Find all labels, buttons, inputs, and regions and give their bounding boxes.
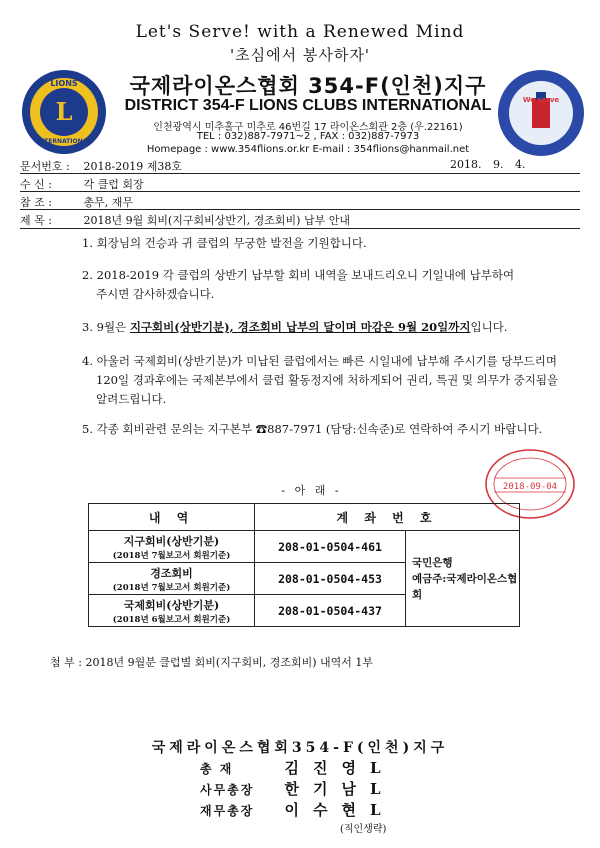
signer-name: 한기남L	[284, 780, 395, 798]
reference-label: 참 조 :	[20, 196, 52, 209]
tel-fax: TEL : 032)887-7971~2 , FAX : 032)887-7973	[196, 131, 420, 142]
paragraph-2b: 주시면 감사하겠습니다.	[96, 287, 215, 301]
signer-row	[200, 778, 395, 799]
paragraph-3-pre: 3. 9월은	[82, 320, 130, 334]
subject-row	[20, 212, 350, 228]
signer-row	[200, 799, 395, 820]
org-name-english: DISTRICT 354-F LIONS CLUBS INTERNATIONAL	[124, 97, 492, 114]
below-heading: - 아 래 -	[281, 484, 339, 497]
subject-label: 제 목 :	[20, 214, 52, 227]
divider	[20, 173, 580, 174]
account-number: 208-01-0504-453	[255, 563, 406, 595]
signer-row	[200, 757, 395, 778]
logo-left-text: LIONS	[50, 79, 78, 88]
recipient-label: 수 신 :	[20, 178, 52, 191]
signer-name: 이수현L	[284, 801, 395, 819]
stamp-date: 2018-09-04	[502, 482, 558, 492]
paragraph-1: 1. 회장님의 건승과 귀 클럽의 무궁한 발전을 기원합니다.	[82, 236, 367, 250]
district-logo-right	[496, 68, 586, 158]
reference: 총무, 재무	[83, 196, 133, 209]
signer-role: 재무총장	[200, 804, 255, 818]
motto-korean: '초심에서 봉사하자'	[230, 46, 370, 64]
lions-logo-left	[20, 68, 108, 156]
subject: 2018년 9월 회비(지구회비상반기, 경조회비) 납부 안내	[83, 214, 350, 227]
divider	[20, 209, 580, 210]
divider	[20, 191, 580, 192]
paragraph-2a: 2. 2018-2019 각 클럽의 상반기 납부할 회비 내역을 보내드리오니 기일내에 납부하여	[82, 268, 515, 282]
row-sub: (2018년 7월보고서 회원기준)	[112, 550, 231, 561]
row-label: 국제회비(상반기분)	[123, 598, 220, 612]
org-name-korean: 국제라이온스협회 354-F(인천)지구	[129, 74, 487, 98]
account-number: 208-01-0504-437	[255, 595, 406, 627]
divider	[20, 228, 580, 229]
recipient-row	[20, 176, 144, 192]
paragraph-4a: 4. 아울러 국제회비(상반기분)가 미납된 클럽에서는 빠른 시일내에 납부해 주시기를 당부드리며	[82, 354, 557, 368]
account-table	[88, 503, 520, 627]
paragraph-3-post: 입니다.	[470, 320, 508, 334]
table-header-item: 내 역	[89, 504, 255, 531]
reference-row	[20, 194, 133, 210]
seal-note: (직인생략)	[340, 824, 387, 835]
row-sub: (2018년 6월보고서 회원기준)	[112, 614, 231, 625]
row-sub: (2018년 7월보고서 회원기준)	[112, 582, 231, 593]
doc-number-row	[20, 158, 182, 174]
paragraph-5: 5. 각종 회비관련 문의는 지구본부 ☎887-7971 (담당:신속준)로 연락하여 주시기 바랍니다.	[82, 422, 543, 436]
signer-role: 사무총장	[200, 783, 255, 797]
table-header-account: 계 좌 번 호	[255, 504, 520, 531]
logo-left-bottom: INTERNATIONAL	[36, 138, 92, 145]
motto-english: Let's Serve! with a Renewed Mind	[135, 22, 465, 42]
recipient: 각 클럽 회장	[83, 178, 144, 191]
logo-right-text: We serve	[522, 96, 560, 104]
address: 인천광역시 미추홀구 미추로 46번길 17 라이온스회관 2층 (우.22161)	[153, 122, 463, 133]
doc-number: 2018-2019 제38호	[83, 160, 182, 173]
attachment: 첨 부 : 2018년 9월분 클럽별 회비(지구회비, 경조회비) 내역서 1부	[50, 656, 374, 669]
row-label: 지구회비(상반기분)	[123, 534, 220, 548]
bank-name: 국민은행	[412, 556, 453, 569]
paragraph-3-highlight: 지구회비(상반기분), 경조회비 납부의 달이며 마감은 9월 20일까지	[129, 320, 471, 334]
account-number: 208-01-0504-461	[255, 531, 406, 563]
homepage-email: Homepage : www.354flions.or.kr E-mail : 354flions@hanmail.net	[146, 144, 470, 155]
row-label: 경조회비	[150, 566, 193, 580]
bank-info	[406, 531, 520, 627]
paragraph-4b: 120일 경과후에는 국제본부에서 클럽 활동정지에 처하게되어 권리, 특권 및 의무가 중지됨을	[96, 373, 559, 387]
doc-date: 2018. 9. 4.	[450, 158, 526, 171]
signer-name: 김진영L	[284, 759, 395, 777]
signer-role: 총 재	[200, 762, 234, 776]
doc-number-label: 문서번호 :	[20, 160, 70, 173]
paragraph-4c: 알려드립니다.	[96, 392, 167, 406]
table-row	[89, 531, 520, 563]
svg-text:L: L	[55, 97, 73, 126]
paragraph-3	[82, 318, 582, 337]
account-holder: 예금주:국제라이온스협회	[412, 572, 518, 601]
footer-org-name: 국제라이온스협회354-F(인천)지구	[151, 740, 449, 756]
